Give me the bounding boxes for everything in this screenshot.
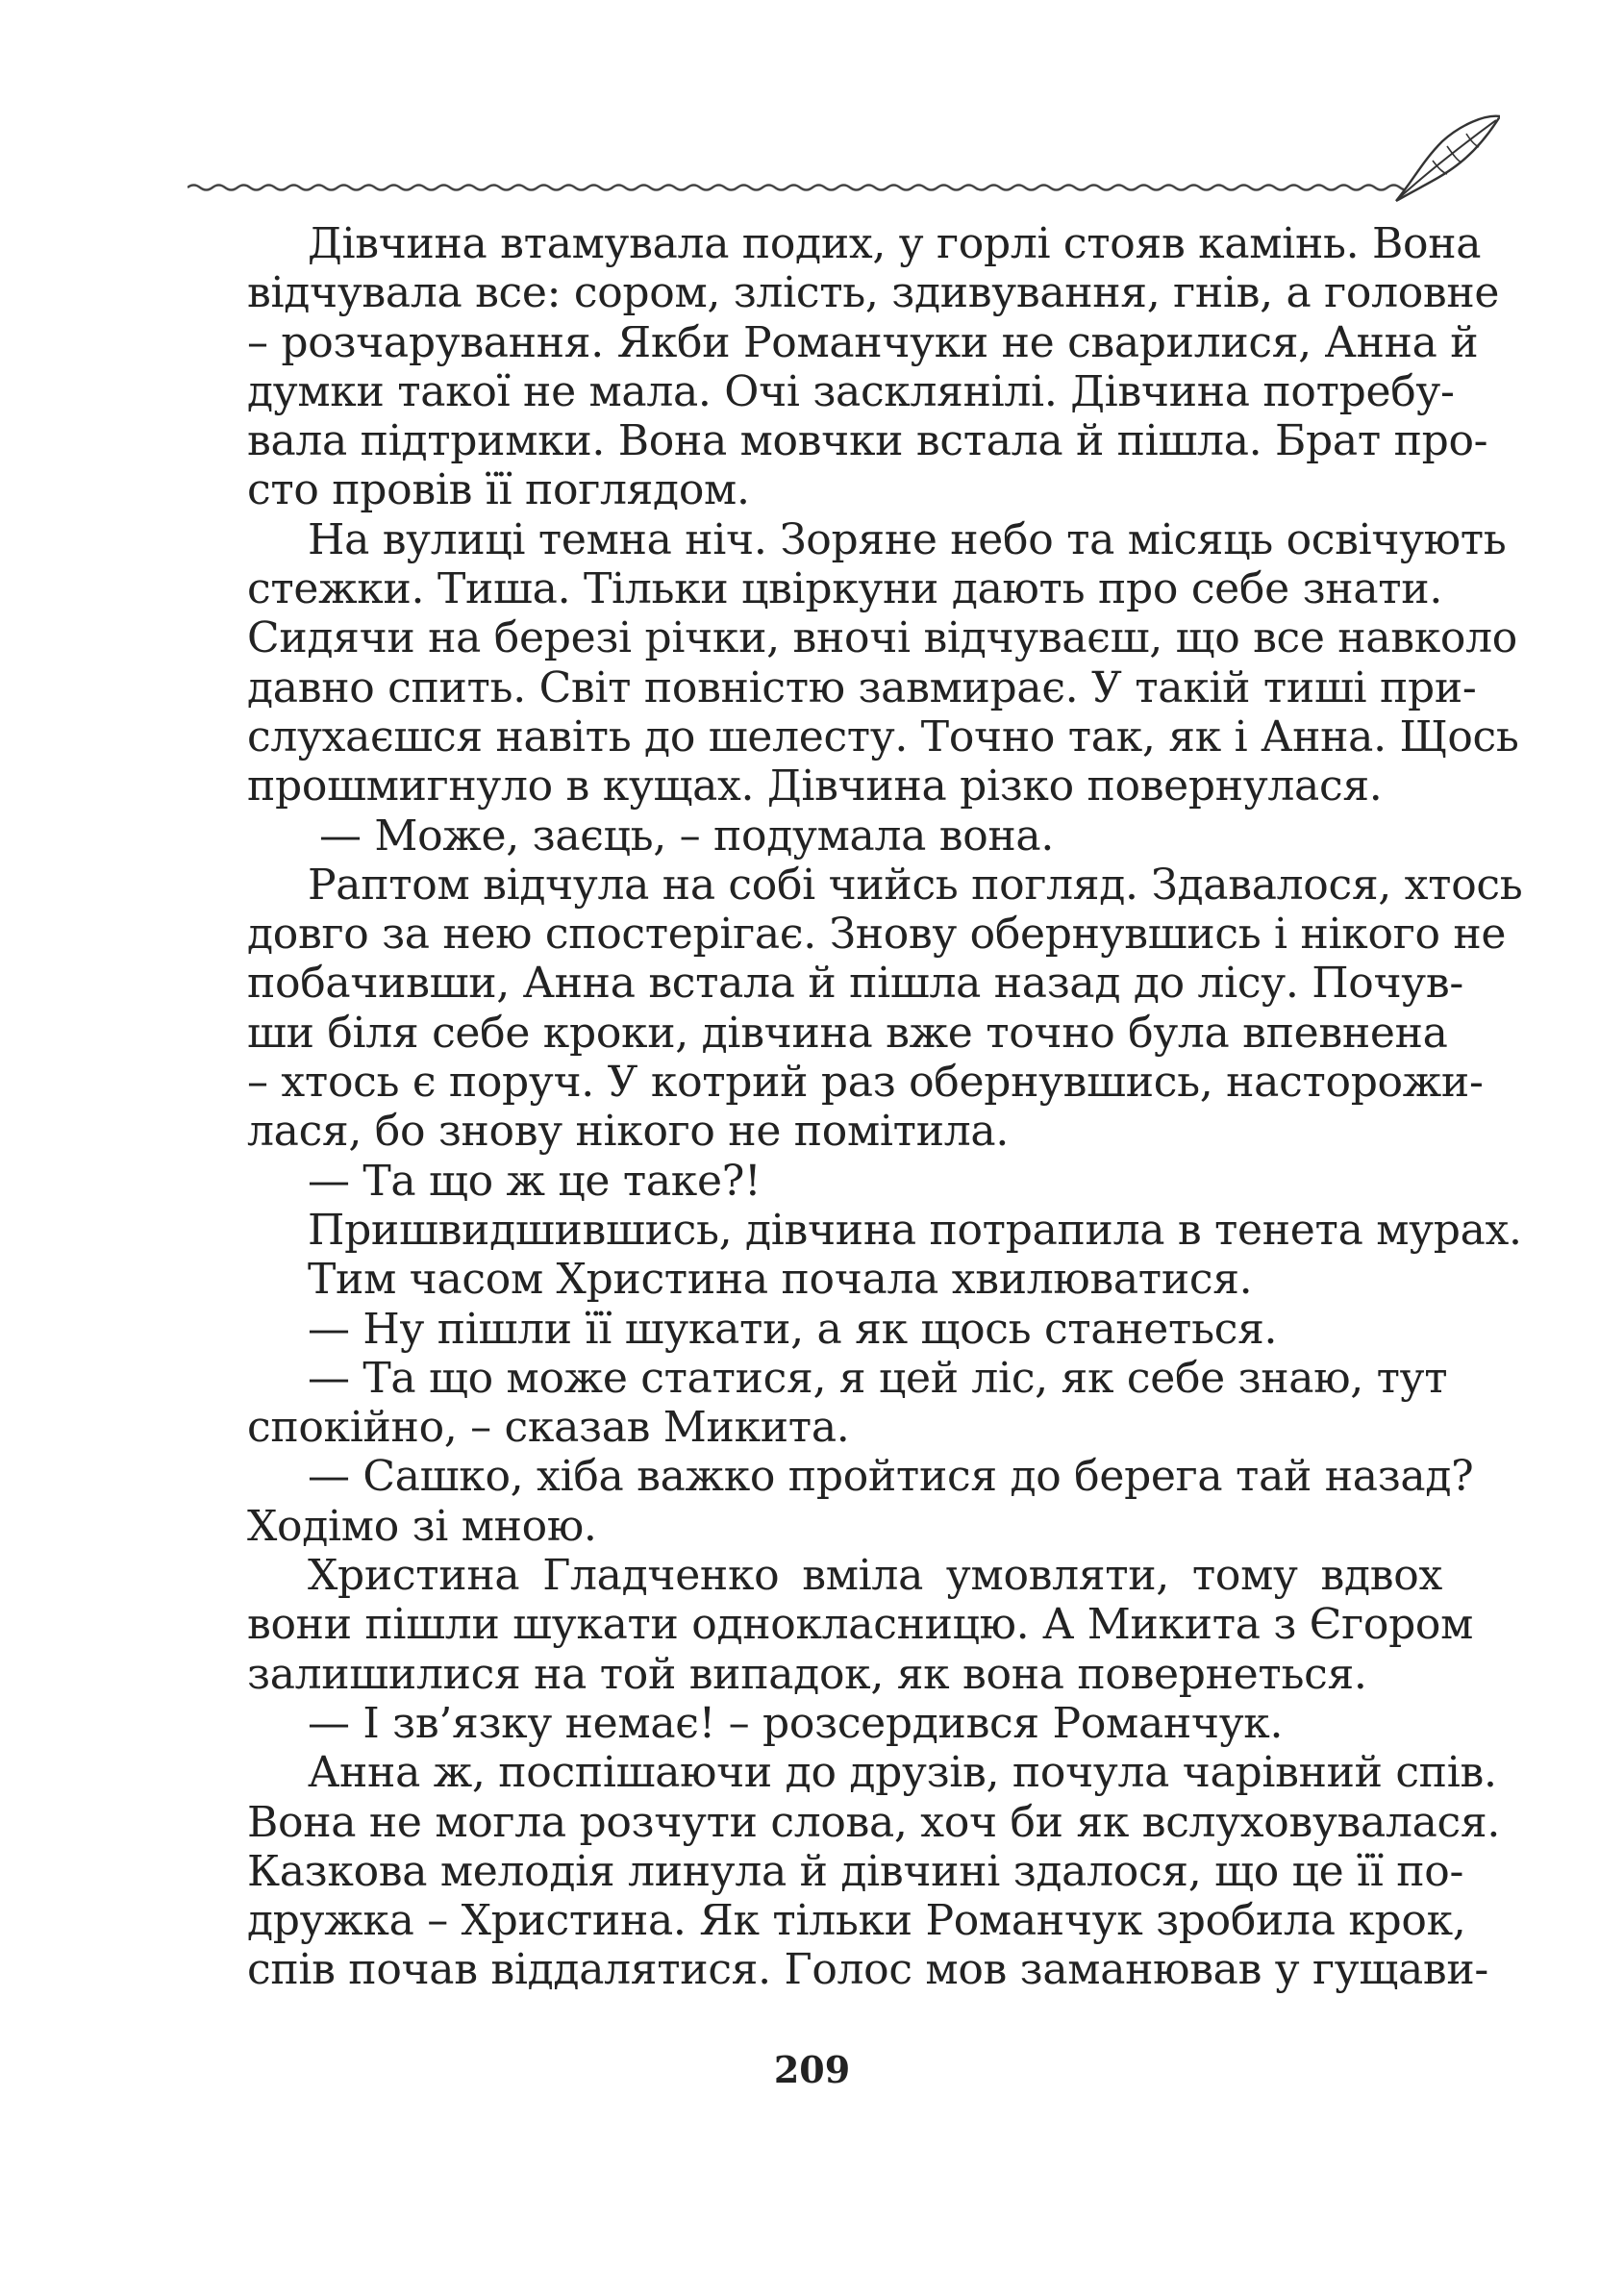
text-line: залишилися на той випадок, як вона повернеться. <box>247 1649 1367 1699</box>
text-line: — Ну пішли її шукати, а як щось станеться. <box>308 1304 1278 1354</box>
text-line: дружка – Христина. Як тільки Романчук зробила крок, <box>247 1896 1466 1946</box>
wave-ornament-with-quill <box>187 111 1500 207</box>
text-line: Анна ж, поспішаючи до друзів, почула чарівний спів. <box>308 1748 1497 1798</box>
text-line: — Та що може статися, я цей ліс, як себе знаю, тут <box>308 1353 1448 1403</box>
text-line: давно спить. Світ повністю завмирає. У такій тиші при- <box>247 662 1477 712</box>
page-number: 209 <box>773 2048 851 2091</box>
text-line: Ходімо зі мною. <box>247 1501 597 1551</box>
text-line: Пришвидшившись, дівчина потрапила в тенета мурах. <box>308 1205 1522 1255</box>
text-line: стежки. Тиша. Тільки цвіркуни дають про себе знати. <box>247 564 1442 614</box>
text-line: — Сашко, хіба важко пройтися до берега тай назад? <box>308 1452 1474 1502</box>
body-text <box>247 219 1523 1995</box>
text-line: – розчарування. Якби Романчуки не сварилися, Анна й <box>247 317 1479 367</box>
text-line: На вулиці темна ніч. Зоряне небо та місяць освічують <box>308 514 1507 564</box>
text-line: Дівчина втамувала подих, у горлі стояв камінь. Вона <box>308 219 1482 268</box>
quill-feather-icon <box>1396 116 1500 201</box>
text-line: ши біля себе кроки, дівчина вже точно була впевнена <box>247 1008 1448 1058</box>
text-line: сто провів її поглядом. <box>247 465 750 515</box>
text-line: думки такої не мала. Очі засклянілі. Дівчина потребу- <box>247 366 1455 416</box>
wavy-divider-line <box>187 186 1412 190</box>
text-line: лася, бо знову нікого не помітила. <box>247 1107 1010 1157</box>
text-line: Тим часом Христина почала хвилюватися. <box>308 1255 1253 1305</box>
text-line: довго за нею спостерігає. Знову обернувшись і нікого не <box>247 910 1507 960</box>
text-line: вала підтримки. Вона мовчки встала й пішла. Брат про- <box>247 416 1488 466</box>
text-line: — Може, заєць, – подумала вона. <box>319 811 1055 861</box>
text-line: спокійно, – сказав Микита. <box>247 1403 850 1453</box>
text-line: Сидячи на березі річки, вночі відчуваєш, що все навколо <box>247 613 1517 663</box>
text-line: прошмигнуло в кущах. Дівчина різко повернулася. <box>247 761 1383 811</box>
text-line: Казкова мелодія линула й дівчині здалося, що це її по- <box>247 1846 1464 1896</box>
text-line: — Та що ж це таке?! <box>308 1156 762 1206</box>
text-line: — І зв’язку немає! – розсердився Романчук. <box>308 1698 1284 1748</box>
text-line: Вона не могла розчути слова, хоч би як вслуховувалася. <box>247 1797 1501 1847</box>
text-line: спів почав віддалятися. Голос мов заманював у гущави- <box>247 1945 1488 1995</box>
text-line: Христина Гладченко вміла умовляти, тому вдвох <box>308 1551 1442 1601</box>
text-line: Раптом відчула на собі чийсь погляд. Здавалося, хтось <box>308 860 1523 910</box>
text-line: – хтось є поруч. У котрий раз обернувшись, насторожи- <box>247 1058 1484 1108</box>
text-line: слухаєшся навіть до шелесту. Точно так, як і Анна. Щось <box>247 712 1519 761</box>
text-line: вони пішли шукати однокласницю. А Микита з Єгором <box>247 1600 1474 1650</box>
text-line: побачивши, Анна встала й пішла назад до лісу. Почув- <box>247 959 1463 1009</box>
text-line: відчувала все: сором, злість, здивування, гнів, а головне <box>247 268 1500 318</box>
